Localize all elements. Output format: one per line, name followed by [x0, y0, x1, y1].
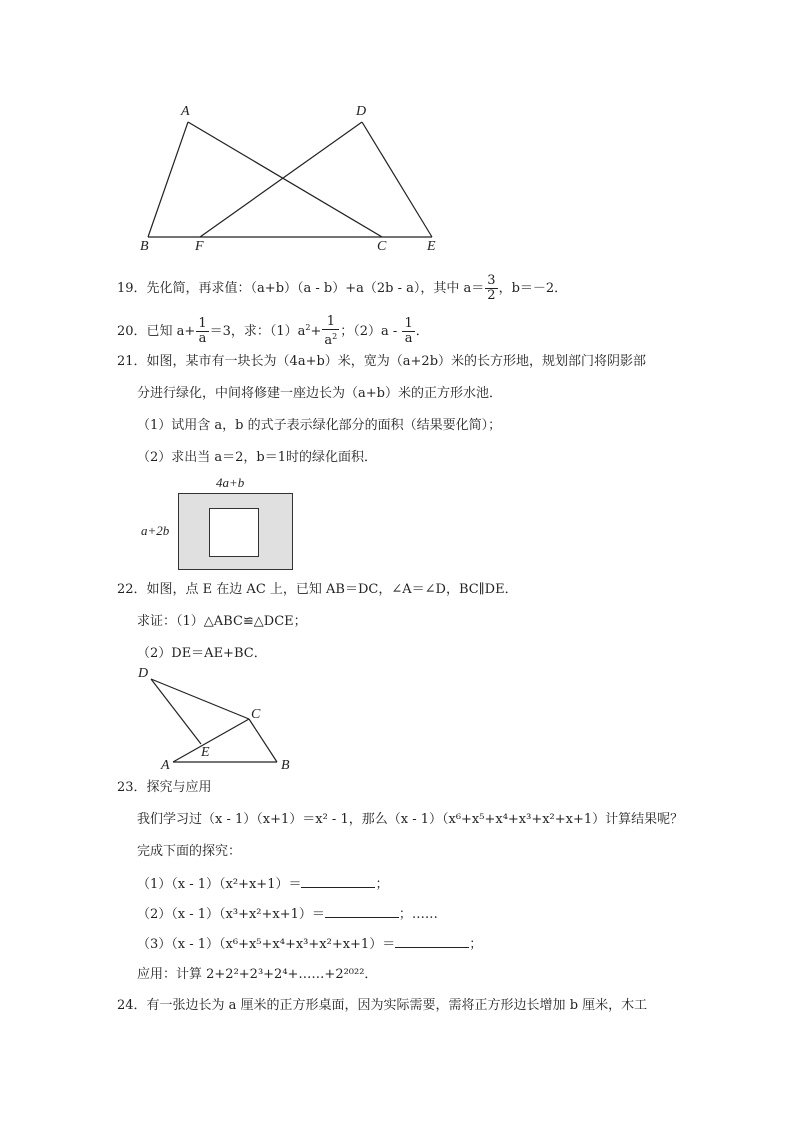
question-21-sub2: （2）求出当 a＝2，b＝1时的绿化面积．: [137, 450, 378, 465]
question-23-line1: 我们学习过（x - 1）（x+1）＝x² - 1，那么（x - 1）（x⁶+x⁵+x⁴+x³+x²+x+1）计算结果呢？: [137, 812, 684, 827]
point-label-d: D: [356, 104, 367, 119]
sub-question-end: ；: [375, 877, 389, 892]
rectangle-length-label: 4a+b: [216, 475, 245, 490]
question-23-sub3: [137, 935, 482, 954]
point-label-e: E: [201, 745, 210, 760]
point-label-c: C: [377, 239, 387, 254]
point-label-d: D: [138, 666, 149, 681]
denominator-base: a: [324, 333, 333, 348]
answer-blank[interactable]: [301, 875, 375, 888]
point-label-c: C: [251, 707, 261, 722]
question-text: 先化简，再求值：（a+b）（a - b）+a（2b - a），其中 a＝: [146, 281, 485, 296]
fraction-denominator: 2: [487, 288, 496, 303]
rectangle-width-label: a+2b: [141, 523, 170, 538]
question-text: 已知 a+: [146, 324, 196, 339]
answer-blank[interactable]: [325, 905, 399, 918]
question-number: 19．: [117, 281, 147, 296]
question-23-sub1: [137, 875, 388, 894]
sub-question-text: （3）（x - 1）（x⁶+x⁵+x⁴+x³+x²+x+1）＝: [137, 937, 396, 952]
point-label-a: A: [161, 758, 170, 773]
question-number: 24．: [117, 998, 147, 1013]
question-text: 有一张边长为 a 厘米的正方形桌面，因为实际需要，需将正方形边长增加 b 厘米，木工: [146, 998, 648, 1013]
question-22-line2: 求证：（1）△ABC≌△DCE；: [137, 614, 307, 629]
answer-blank[interactable]: [395, 935, 469, 948]
question-22-line3: （2）DE＝AE+BC．: [137, 646, 267, 661]
question-21-sub1: （1）试用含 a，b 的式子表示绿化部分的面积（结果要化简）；: [137, 418, 502, 433]
sub-question-text: （2）（x - 1）（x³+x²+x+1）＝: [137, 907, 325, 922]
question-23-line2: 完成下面的探究：: [137, 844, 242, 859]
point-label-e: E: [427, 239, 436, 254]
point-label-b: B: [140, 239, 149, 254]
question-title: 探究与应用: [146, 780, 212, 795]
question-text: 如图，点 E 在边 AC 上，已知 AB＝DC，∠A＝∠D，BC∥DE．: [146, 582, 518, 597]
question-23-application: 应用：计算 2+2²+2³+2⁴+……+2²⁰²²．: [137, 967, 378, 982]
sub-question-end: ；: [469, 937, 483, 952]
question-number: 20．: [117, 324, 147, 339]
fraction-denominator: a: [198, 331, 207, 346]
question-23: [117, 779, 212, 797]
point-label-a: A: [181, 104, 190, 119]
question-text: ＝3，求：（1）a: [209, 324, 306, 339]
exponent: 2: [332, 332, 338, 341]
question-tail: ．: [415, 324, 429, 339]
operator: +: [310, 324, 322, 339]
exponent: 2: [305, 323, 311, 332]
sub-question-text: （1）（x - 1）（x²+x+1）＝: [137, 877, 302, 892]
fraction-numerator: 1: [198, 316, 207, 331]
fraction-numerator: 1: [322, 315, 339, 330]
question-number: 23．: [117, 780, 147, 795]
question-24: [117, 997, 647, 1015]
question-number: 21．: [117, 354, 147, 369]
question-number: 22．: [117, 582, 147, 597]
sub-question-end: ；……: [398, 907, 438, 922]
fraction-numerator: 3: [487, 273, 496, 288]
question-text: ；（2）a -: [340, 324, 402, 339]
question-23-sub2: [137, 905, 438, 924]
question-21-line2: 分进行绿化，中间将修建一座边长为（a+b）米的正方形水池．: [137, 386, 502, 401]
fraction-numerator: 1: [404, 316, 413, 331]
question-tail: ，b＝－2．: [498, 281, 568, 296]
point-label-b: B: [281, 758, 290, 773]
fraction-denominator: a: [404, 331, 413, 346]
point-label-f: F: [195, 239, 204, 254]
question-text: 如图，某市有一块长为（4a+b）米，宽为（a+2b）米的长方形地，规划部门将阴影部: [146, 354, 647, 369]
